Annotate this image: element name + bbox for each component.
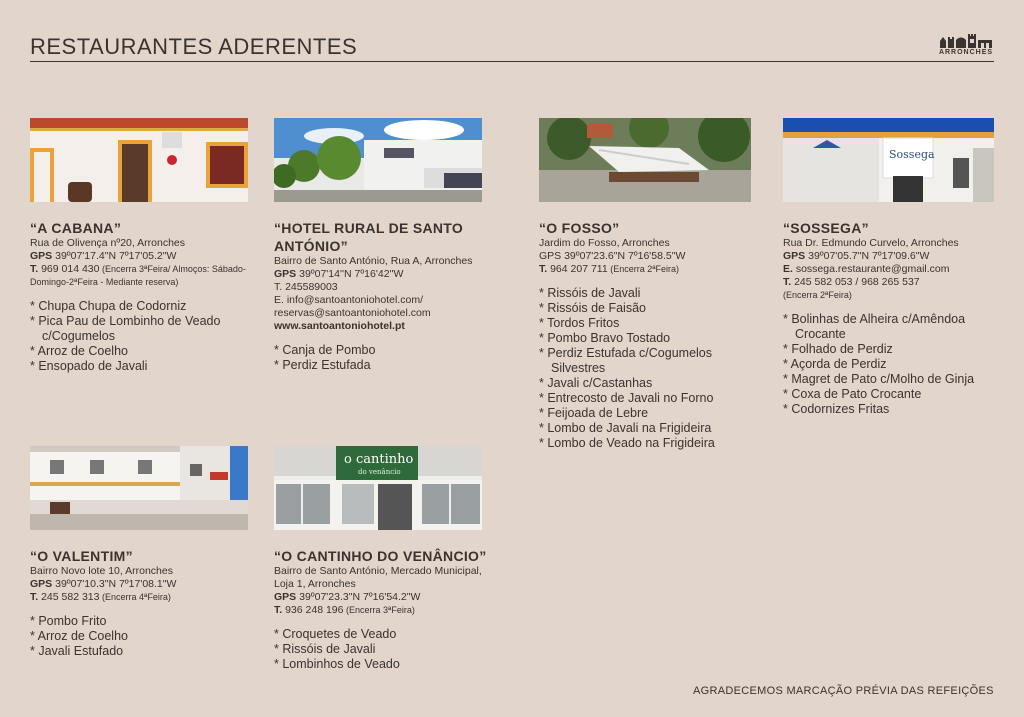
dish-item: * Ensopado de Javali bbox=[30, 359, 148, 373]
gps: GPS 39º07'17.4"N 7º17'05.2"W bbox=[30, 250, 177, 262]
restaurant-card-o-fosso bbox=[539, 118, 764, 451]
restaurant-name: “A CABANA” bbox=[30, 220, 122, 236]
restaurant-photo bbox=[274, 118, 492, 202]
dish-item: * Lombinhos de Veado bbox=[274, 657, 400, 671]
arronches-logo bbox=[938, 34, 994, 56]
restaurant-card-sossega bbox=[783, 118, 1008, 417]
dish-item: * Arroz de Coelho bbox=[30, 629, 128, 643]
restaurant-photo bbox=[539, 118, 751, 202]
address: Rua Dr. Edmundo Curvelo, Arronches bbox=[783, 237, 959, 249]
gps: GPS 39º07'10.3"N 7º17'08.1"W bbox=[30, 578, 177, 590]
dish-item: * Pombo Frito bbox=[30, 614, 107, 628]
email: E. sossega.restaurante@gmail.com bbox=[783, 263, 950, 275]
restaurant-photo bbox=[30, 118, 248, 202]
gps: GPS 39º07'14''N 7º16'42''W bbox=[274, 268, 404, 280]
phone: T. 936 248 196 (Encerra 3ªFeira) bbox=[274, 604, 415, 616]
phone: T. 245589003 bbox=[274, 281, 338, 293]
restaurant-info bbox=[30, 565, 255, 604]
restaurant-name: “O VALENTIM” bbox=[30, 548, 133, 564]
dish-list bbox=[274, 627, 499, 672]
sign-text: o cantinho bbox=[344, 452, 414, 467]
dish-item: * Javali Estufado bbox=[30, 644, 124, 658]
dish-item: * Rissóis de Faisão bbox=[539, 301, 646, 315]
dish-list bbox=[274, 343, 499, 373]
dish-item: * Croquetes de Veado bbox=[274, 627, 397, 641]
restaurant-photo bbox=[274, 446, 482, 530]
restaurant-name: “SOSSEGA” bbox=[783, 220, 869, 236]
restaurant-photo bbox=[30, 446, 248, 530]
restaurant-name: “O FOSSO” bbox=[539, 220, 620, 236]
restaurant-card-o-valentim bbox=[30, 446, 255, 659]
dish-list bbox=[30, 299, 255, 374]
dish-item: * Lombo de Veado na Frigideira bbox=[539, 436, 715, 450]
sign-logo: Sossega bbox=[889, 148, 935, 161]
dish-item: * Arroz de Coelho bbox=[30, 344, 128, 358]
sign-subtext: do venâncio bbox=[358, 468, 401, 476]
phone: T. 245 582 313 (Encerra 4ªFeira) bbox=[30, 591, 171, 603]
page-title: RESTAURANTES ADERENTES bbox=[30, 34, 358, 59]
dish-item: * Feijoada de Lebre bbox=[539, 406, 649, 420]
phone: T. 969 014 430 (Encerra 3ªFeira/ Almoços: Sábado-Domingo-2ªFeira - Mediante reserva) bbox=[30, 263, 246, 287]
dish-list bbox=[539, 286, 764, 451]
gps: GPS 39º07'05.7"N 7º17'09.6"W bbox=[783, 250, 930, 262]
phone: T. 245 582 053 / 968 265 537 bbox=[783, 276, 920, 288]
restaurant-name: “O CANTINHO DO VENÂNCIO” bbox=[274, 548, 487, 564]
dish-list bbox=[783, 312, 1008, 417]
address: Bairro de Santo António, Mercado Municipal, Loja 1, Arronches bbox=[274, 565, 482, 590]
address: Jardim do Fosso, Arronches bbox=[539, 237, 670, 249]
restaurant-info bbox=[783, 237, 1008, 302]
dish-item: * Pica Pau de Lombinho de Veado c/Cogumelos bbox=[30, 314, 221, 343]
restaurant-card-o-cantinho bbox=[274, 446, 499, 672]
restaurant-info bbox=[274, 565, 499, 617]
dish-item: * Entrecosto de Javali no Forno bbox=[539, 391, 714, 405]
website-link[interactable]: www.santoantoniohotel.pt bbox=[274, 320, 405, 332]
address: Bairro Novo lote 10, Arronches bbox=[30, 565, 173, 577]
restaurant-info bbox=[274, 255, 499, 333]
dish-item: * Rissóis de Javali bbox=[539, 286, 641, 300]
dish-item: * Açorda de Perdiz bbox=[783, 357, 887, 371]
restaurant-photo bbox=[783, 118, 994, 202]
address: Bairro de Santo António, Rua A, Arronches bbox=[274, 255, 473, 267]
logo-text: ARRONCHES bbox=[938, 49, 994, 56]
dish-item: * Pombo Bravo Tostado bbox=[539, 331, 671, 345]
gps: GPS 39º07'23.3"N 7º16'54.2"W bbox=[274, 591, 421, 603]
dish-item: * Coxa de Pato Crocante bbox=[783, 387, 922, 401]
restaurant-card-a-cabana bbox=[30, 118, 255, 374]
restaurant-card-hotel-rural bbox=[274, 118, 499, 373]
dish-item: * Lombo de Javali na Frigideira bbox=[539, 421, 712, 435]
closing-day: (Encerra 2ªFeira) bbox=[783, 290, 852, 300]
dish-list bbox=[30, 614, 255, 659]
footer-note: AGRADECEMOS MARCAÇÃO PRÉVIA DAS REFEIÇÕES bbox=[693, 685, 994, 697]
restaurant-info bbox=[539, 237, 764, 276]
restaurant-name: “HOTEL RURAL DE SANTO ANTÓNIO” bbox=[274, 220, 464, 254]
dish-item: * Canja de Pombo bbox=[274, 343, 376, 357]
dish-item: * Magret de Pato c/Molho de Ginja bbox=[783, 372, 975, 386]
email: E. info@santoantoniohotel.com/ reservas@santoantoniohotel.com bbox=[274, 294, 431, 319]
restaurant-info bbox=[30, 237, 255, 289]
dish-item: * Javali c/Castanhas bbox=[539, 376, 653, 390]
dish-item: * Chupa Chupa de Codorniz bbox=[30, 299, 187, 313]
castle-icon bbox=[938, 34, 994, 48]
dish-item: * Rissóis de Javali bbox=[274, 642, 376, 656]
dish-item: * Codornizes Fritas bbox=[783, 402, 890, 416]
dish-item: * Perdiz Estufada bbox=[274, 358, 371, 372]
dish-item: * Bolinhas de Alheira c/Amêndoa Crocante bbox=[783, 312, 966, 341]
address: Rua de Olivença nº20, Arronches bbox=[30, 237, 186, 249]
dish-item: * Folhado de Perdiz bbox=[783, 342, 893, 356]
dish-item: * Tordos Fritos bbox=[539, 316, 620, 330]
phone: T. 964 207 711 (Encerra 2ªFeira) bbox=[539, 263, 680, 275]
gps: GPS 39º07'23.6"N 7º16'58.5"W bbox=[539, 250, 686, 262]
title-divider bbox=[30, 61, 994, 62]
dish-item: * Perdiz Estufada c/Cogumelos Silvestres bbox=[539, 346, 713, 375]
